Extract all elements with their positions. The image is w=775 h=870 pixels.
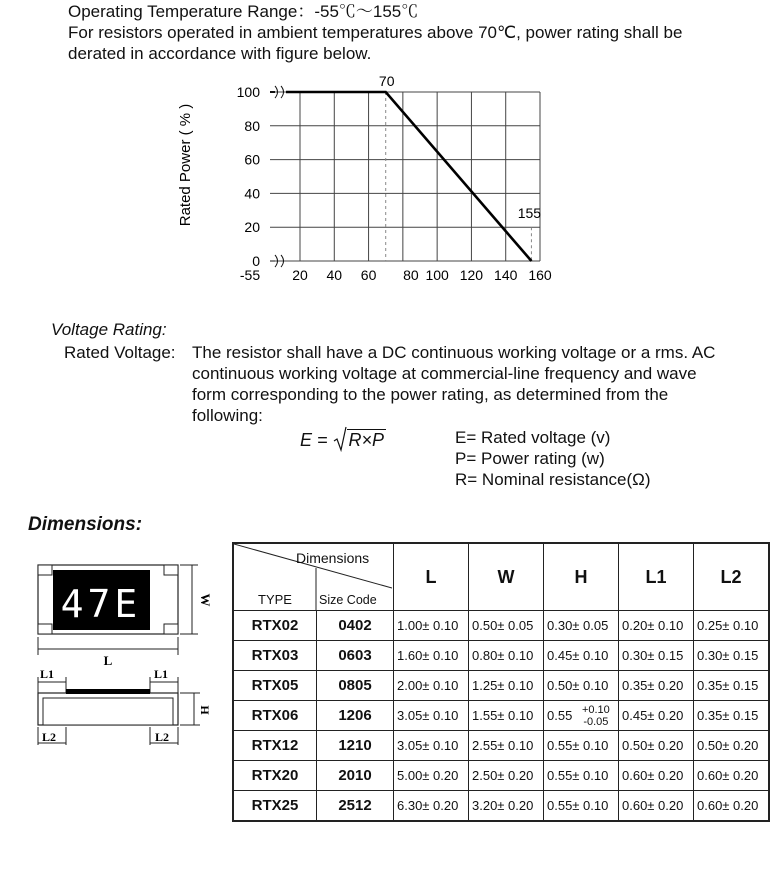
l2-cell: 0.50± 0.20 bbox=[694, 731, 770, 761]
header-type: TYPE bbox=[258, 592, 292, 607]
table-corner-header bbox=[233, 543, 394, 611]
size-cell: 0402 bbox=[317, 611, 394, 641]
table-row bbox=[233, 791, 769, 822]
l2-cell: 0.60± 0.20 bbox=[694, 761, 770, 791]
derating-curve bbox=[286, 92, 531, 261]
l2-cell: 0.60± 0.20 bbox=[694, 791, 770, 822]
x-tick-label: 60 bbox=[360, 267, 377, 283]
h-value: 0.55 bbox=[547, 708, 573, 723]
header-size-code: Size Code bbox=[319, 593, 377, 607]
table-row bbox=[233, 611, 769, 641]
table-row bbox=[233, 671, 769, 701]
w-label: W bbox=[198, 593, 213, 607]
x-tick-label: 160 bbox=[528, 267, 552, 283]
h-label: H bbox=[198, 705, 212, 715]
resistor-dimension-diagram bbox=[20, 555, 220, 755]
h-tol-plus: +0.10 bbox=[581, 703, 610, 716]
y-axis-label: Rated Power ( % ) bbox=[177, 103, 194, 227]
size-cell: 1206 bbox=[317, 701, 394, 731]
l1-cell: 0.50± 0.20 bbox=[619, 731, 694, 761]
table-row bbox=[233, 641, 769, 671]
table-row bbox=[233, 761, 769, 791]
dimensions-heading: Dimensions: bbox=[28, 514, 143, 535]
l1-cell: 0.60± 0.20 bbox=[619, 761, 694, 791]
annotation-70: 70 bbox=[378, 73, 395, 89]
formula bbox=[300, 426, 386, 452]
formula-rhs: R×P bbox=[348, 430, 385, 450]
type-cell: RTX05 bbox=[233, 671, 317, 701]
l2-cell: 0.30± 0.15 bbox=[694, 641, 770, 671]
y-tick-label: 20 bbox=[244, 219, 260, 236]
l-label: L bbox=[103, 653, 113, 668]
w-cell: 2.50± 0.20 bbox=[469, 761, 544, 791]
y-tick-label: 60 bbox=[244, 151, 260, 168]
legend-r: R= Nominal resistance(Ω) bbox=[455, 470, 651, 489]
l2-label-left: L2 bbox=[42, 730, 57, 744]
h-cell: 0.50± 0.10 bbox=[544, 671, 619, 701]
size-cell: 1210 bbox=[317, 731, 394, 761]
h-cell: 0.55± 0.10 bbox=[544, 731, 619, 761]
w-cell: 2.55± 0.10 bbox=[469, 731, 544, 761]
axis-break-marks bbox=[275, 86, 284, 267]
dimensions-table bbox=[232, 542, 770, 822]
intro-line-3: derated in accordance with figure below. bbox=[68, 44, 372, 63]
y-tick-labels bbox=[237, 84, 261, 269]
l1-cell: 0.30± 0.15 bbox=[619, 641, 694, 671]
type-cell: RTX25 bbox=[233, 791, 317, 822]
x-tick-label: 20 bbox=[292, 267, 308, 283]
l2-cell: 0.25± 0.10 bbox=[694, 611, 770, 641]
col-header-l: L bbox=[394, 543, 469, 611]
type-cell: RTX02 bbox=[233, 611, 317, 641]
x-tick-label: 40 bbox=[326, 267, 343, 283]
operating-temperature-range: Operating Temperature Range：-55℃～155℃ bbox=[68, 2, 419, 21]
type-cell: RTX03 bbox=[233, 641, 317, 671]
size-cell: 0603 bbox=[317, 641, 394, 671]
rated-voltage-para-4: following: bbox=[192, 406, 263, 425]
rated-voltage-para-1: The resistor shall have a DC continuous working voltage or a rms. AC bbox=[192, 343, 716, 362]
size-cell: 2512 bbox=[317, 791, 394, 822]
annotation-155: 155 bbox=[517, 205, 542, 222]
l2-cell: 0.35± 0.15 bbox=[694, 701, 770, 731]
x-tick-labels bbox=[240, 267, 552, 283]
chip-marking: 47E bbox=[60, 582, 142, 626]
chart-grid bbox=[270, 92, 540, 261]
h-cell bbox=[544, 701, 619, 731]
w-cell: 0.80± 0.10 bbox=[469, 641, 544, 671]
sqrt-icon bbox=[333, 426, 347, 452]
l-cell: 5.00± 0.20 bbox=[394, 761, 469, 791]
col-header-h: H bbox=[544, 543, 619, 611]
type-cell: RTX20 bbox=[233, 761, 317, 791]
l1-cell: 0.60± 0.20 bbox=[619, 791, 694, 822]
h-tol-minus: -0.05 bbox=[583, 715, 609, 728]
x-tick-label: 120 bbox=[459, 267, 484, 283]
formula-lhs: E = bbox=[300, 430, 328, 450]
x-tick-label: -55 bbox=[239, 267, 261, 283]
col-header-w: W bbox=[469, 543, 544, 611]
l-cell: 1.60± 0.10 bbox=[394, 641, 469, 671]
y-tick-label: 100 bbox=[236, 84, 260, 100]
table-row bbox=[233, 701, 769, 731]
table-row bbox=[233, 731, 769, 761]
l1-cell: 0.20± 0.10 bbox=[619, 611, 694, 641]
w-cell: 3.20± 0.20 bbox=[469, 791, 544, 822]
header-dimensions: Dimensions bbox=[296, 550, 370, 566]
rated-voltage-label: Rated Voltage: bbox=[64, 343, 176, 362]
w-cell: 1.25± 0.10 bbox=[469, 671, 544, 701]
h-cell: 0.55± 0.10 bbox=[544, 791, 619, 822]
type-cell: RTX06 bbox=[233, 701, 317, 731]
legend-p: P= Power rating (w) bbox=[455, 449, 605, 468]
h-tolerance bbox=[582, 704, 610, 728]
l2-label-right: L2 bbox=[155, 730, 170, 744]
x-tick-label: 140 bbox=[494, 267, 518, 283]
l1-label-left: L1 bbox=[40, 667, 55, 681]
resistive-layer bbox=[66, 689, 150, 694]
y-tick-label: 40 bbox=[244, 185, 260, 202]
l2-cell: 0.35± 0.15 bbox=[694, 671, 770, 701]
x-tick-label: 100 bbox=[425, 267, 449, 283]
type-cell: RTX12 bbox=[233, 731, 317, 761]
l1-label-right: L1 bbox=[154, 667, 169, 681]
size-cell: 2010 bbox=[317, 761, 394, 791]
h-cell: 0.45± 0.10 bbox=[544, 641, 619, 671]
h-cell: 0.30± 0.05 bbox=[544, 611, 619, 641]
h-cell: 0.55± 0.10 bbox=[544, 761, 619, 791]
y-tick-label: 0 bbox=[252, 253, 260, 269]
l-cell: 3.05± 0.10 bbox=[394, 701, 469, 731]
col-header-l2: L2 bbox=[694, 543, 770, 611]
l-cell: 6.30± 0.20 bbox=[394, 791, 469, 822]
rated-voltage-para-2: continuous working voltage at commercial-line frequency and wave bbox=[192, 364, 697, 383]
l1-cell: 0.45± 0.20 bbox=[619, 701, 694, 731]
y-tick-label: 80 bbox=[244, 117, 260, 134]
derating-chart bbox=[170, 70, 590, 290]
x-tick-label: 80 bbox=[403, 267, 419, 283]
intro-line-2: For resistors operated in ambient temperatures above 70℃, power rating shall be bbox=[68, 23, 683, 42]
l1-cell: 0.35± 0.20 bbox=[619, 671, 694, 701]
l-cell: 1.00± 0.10 bbox=[394, 611, 469, 641]
voltage-rating-heading: Voltage Rating: bbox=[51, 320, 167, 339]
w-cell: 1.55± 0.10 bbox=[469, 701, 544, 731]
l-cell: 3.05± 0.10 bbox=[394, 731, 469, 761]
rated-voltage-para-3: form corresponding to the power rating, as determined from the bbox=[192, 385, 669, 404]
chart-series bbox=[286, 92, 531, 261]
legend-e: E= Rated voltage (v) bbox=[455, 428, 611, 447]
l-cell: 2.00± 0.10 bbox=[394, 671, 469, 701]
w-cell: 0.50± 0.05 bbox=[469, 611, 544, 641]
size-cell: 0805 bbox=[317, 671, 394, 701]
table-header-row bbox=[233, 543, 769, 611]
col-header-l1: L1 bbox=[619, 543, 694, 611]
